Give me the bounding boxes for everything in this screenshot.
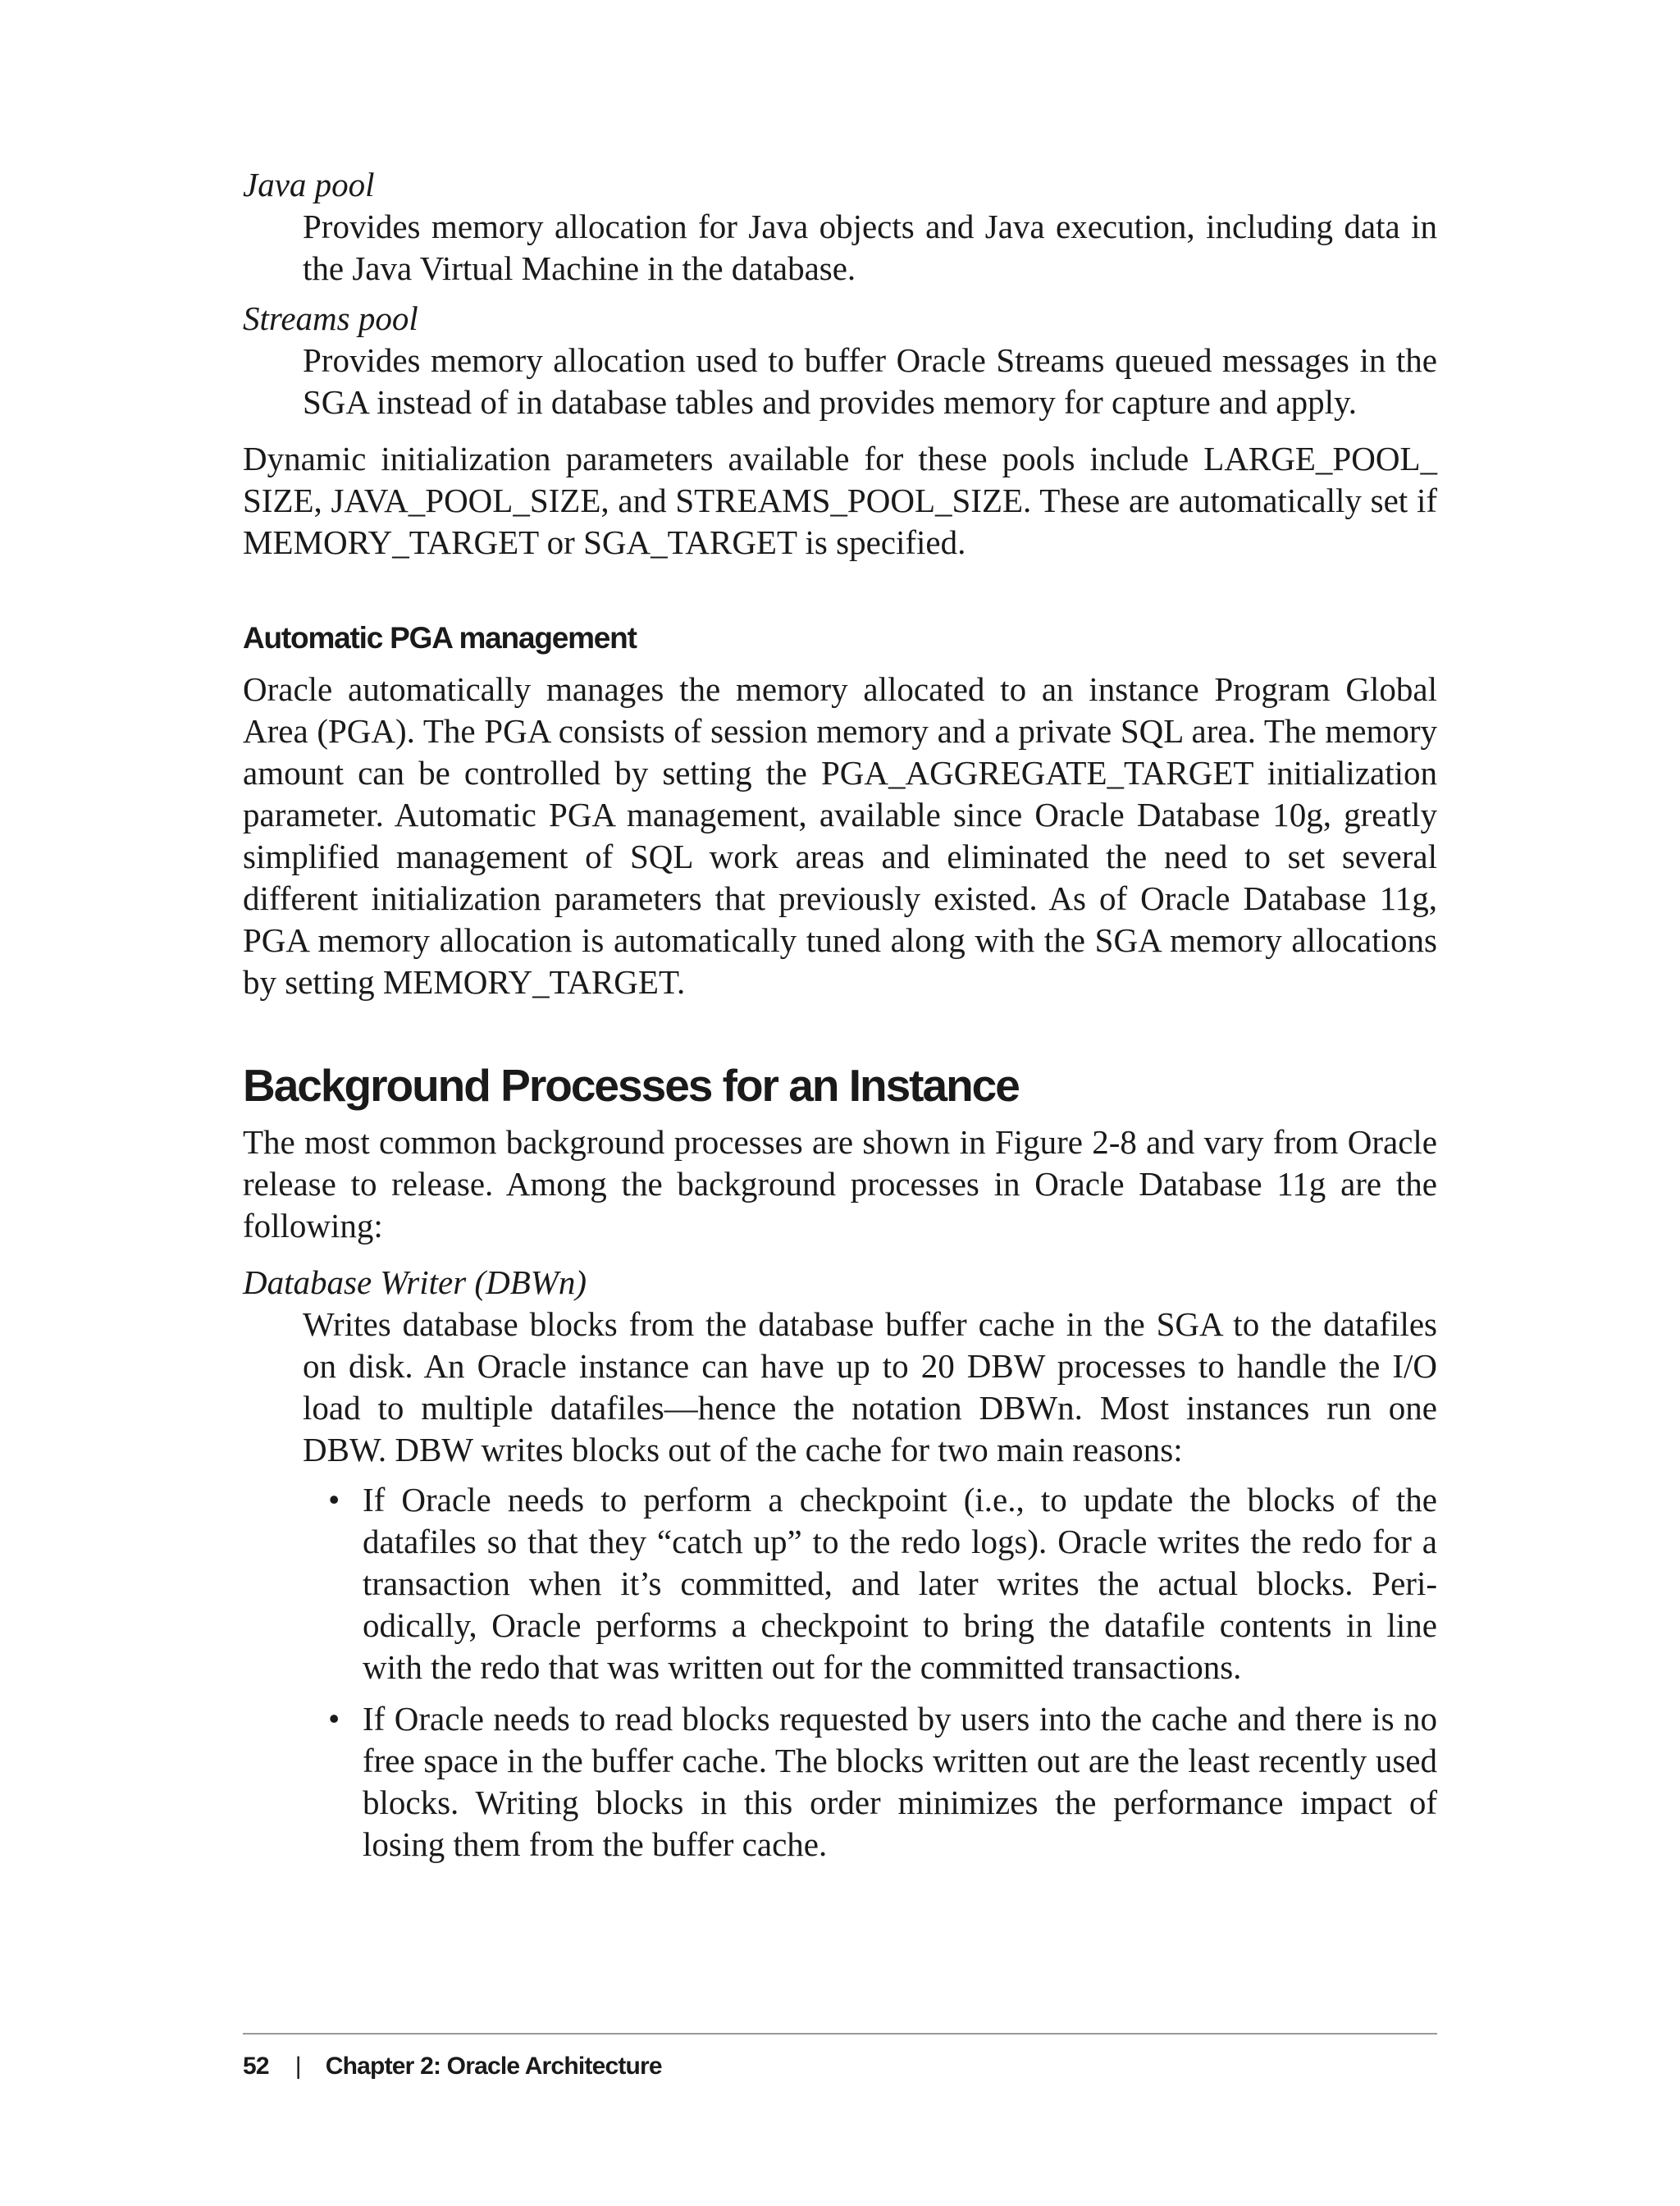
definition-text-streams-pool: Provides memory allocation used to buffer Oracle Streams queued messages in the SGA instead of in database tables and provides memory for capture and apply. xyxy=(303,341,1437,421)
bullet-icon: • xyxy=(328,1481,340,1519)
page-number: 52 xyxy=(243,2053,269,2080)
definition-text-dbwn: Writes database blocks from the database buffer cache in the SGA to the datafiles on disk. An Oracle instance can have up to 20 DBW processes to handle the I/O load to multiple datafiles—hence the notation DBWn. Most instances run one DBW. DBW writes blocks out of the cache for two main reasons: xyxy=(303,1305,1437,1468)
bullet-icon: • xyxy=(328,1700,340,1738)
chapter-title: Chapter 2: Oracle Architecture xyxy=(325,2053,662,2080)
definition-text-java-pool: Provides memory allocation for Java objects and Java execution, including data in the Java Virtual Machine in the database. xyxy=(303,208,1437,287)
footer-separator: | xyxy=(294,2053,301,2080)
dbw-reasons-list xyxy=(243,1479,1437,1866)
background-processes-intro: The most common background processes are shown in Figure 2-8 and vary from Oracle release to release. Among the background processes in Oracle Database 11g are the following: xyxy=(243,1123,1437,1245)
background-processes-heading: Background Processes for an Instance xyxy=(243,1060,1019,1111)
definition-term-dbwn: Database Writer (DBWn) xyxy=(243,1263,587,1301)
list-item-text: If Oracle needs to read blocks requested by users into the cache and there is no free space in the buffer cache. The blocks written out are the least recently used blocks. Writing blocks in this order minimizes the performance impact of losing them from the buffer cache. xyxy=(363,1700,1437,1863)
page-body xyxy=(243,164,1437,1875)
pga-section-heading: Automatic PGA management xyxy=(243,621,637,655)
dynamic-params-paragraph: Dynamic initialization parameters available for these pools include LARGE_POOL_ SIZE, JAVA_POOL_SIZE, and STREAMS_POOL_SIZE. These are automatically set if MEMORY_TARGET or SGA_TARGET is specified. xyxy=(243,440,1437,561)
definition-term-streams-pool: Streams pool xyxy=(243,299,418,337)
pga-paragraph: Oracle automatically manages the memory allocated to an instance Program Global Area (PGA). The PGA consists of session memory and a private SQL area. The memory amount can be controlled by setting the PGA_AGGREGATE_TARGET initialization parameter. Automatic PGA management, available since Oracle Database 10g, greatly simplified management of SQL work areas and eliminated the need to set several different initialization parameters that previously existed. As of Oracle Database 11g, PGA memory allocation is automatically tuned along with the SGA memory allocations by setting MEMORY_TARGET. xyxy=(243,670,1437,1001)
list-item xyxy=(328,1698,1437,1866)
list-item xyxy=(328,1479,1437,1688)
page-footer xyxy=(243,2033,1437,2080)
definition-term-java-pool: Java pool xyxy=(243,166,375,203)
list-item-text: If Oracle needs to perform a checkpoint (i.e., to update the blocks of the datafiles so that they “catch up” to the redo logs). Oracle writes the redo for a transaction when it’s committed, and later writes the actual blocks. Periodically, Oracle performs a checkpoint to bring the datafile contents in line with the redo that was written out for the committed transactions. xyxy=(363,1481,1437,1686)
